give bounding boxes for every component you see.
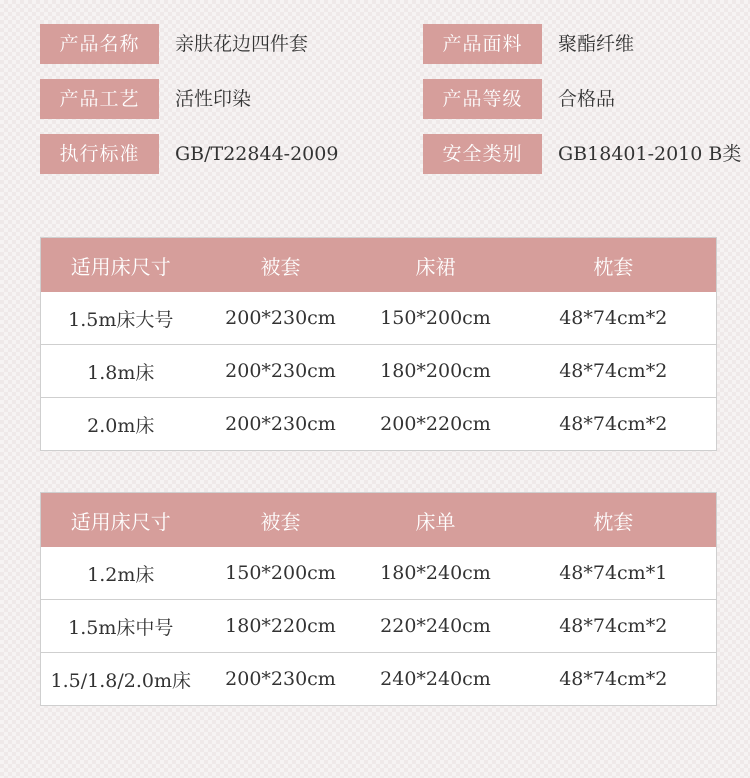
spec-value-grade: 合格品 bbox=[558, 88, 616, 110]
cell-bed-size: 1.5m床中号 bbox=[41, 600, 201, 653]
cell-duvet-cover: 200*230cm bbox=[201, 345, 361, 398]
cell-pillowcase: 48*74cm*2 bbox=[511, 292, 717, 345]
spec-label-fabric: 产品面料 bbox=[423, 24, 542, 64]
cell-duvet-cover: 200*230cm bbox=[225, 668, 336, 690]
header-flat-sheet: 床单 bbox=[361, 493, 511, 548]
table-header-row bbox=[41, 238, 717, 293]
header-bed-skirt: 床裙 bbox=[361, 238, 511, 293]
cell-bed-size: 1.8m床 bbox=[41, 345, 201, 398]
size-table-flat-sheet bbox=[40, 492, 717, 706]
cell-bed-skirt: 180*200cm bbox=[361, 345, 511, 398]
spec-label-safety: 安全类别 bbox=[423, 134, 542, 174]
cell-flat-sheet: 180*240cm bbox=[361, 547, 511, 600]
cell-duvet-cover: 180*220cm bbox=[201, 600, 361, 653]
spec-value-process: 活性印染 bbox=[175, 88, 252, 110]
cell-pillowcase: 48*74cm*2 bbox=[511, 345, 717, 398]
cell-bed-skirt: 150*200cm bbox=[361, 292, 511, 345]
header-bed-size: 适用床尺寸 bbox=[41, 493, 201, 548]
cell-bed-size: 1.5/1.8/2.0m床 bbox=[50, 669, 191, 692]
cell-pillowcase: 48*74cm*1 bbox=[511, 547, 717, 600]
cell-flat-sheet: 220*240cm bbox=[361, 600, 511, 653]
header-pillowcase: 枕套 bbox=[511, 238, 717, 293]
table-row bbox=[41, 547, 717, 600]
cell-bed-size: 2.0m床 bbox=[87, 414, 155, 437]
table-row bbox=[41, 345, 717, 398]
table-row bbox=[41, 600, 717, 653]
cell-pillowcase: 48*74cm*2 bbox=[559, 413, 668, 435]
spec-label-process: 产品工艺 bbox=[40, 79, 159, 119]
table-row bbox=[41, 292, 717, 345]
spec-label-grade: 产品等级 bbox=[423, 79, 542, 119]
spec-label-standard: 执行标准 bbox=[40, 134, 159, 174]
cell-pillowcase: 48*74cm*2 bbox=[511, 600, 717, 653]
cell-duvet-cover: 150*200cm bbox=[201, 547, 361, 600]
cell-duvet-cover: 200*230cm bbox=[201, 292, 361, 345]
table-header-row bbox=[41, 493, 717, 548]
spec-label-product-name: 产品名称 bbox=[40, 24, 159, 64]
cell-pillowcase: 48*74cm*2 bbox=[559, 668, 668, 690]
table-row bbox=[41, 653, 717, 706]
cell-bed-size: 1.5m床大号 bbox=[41, 292, 201, 345]
cell-duvet-cover: 200*230cm bbox=[225, 413, 336, 435]
cell-bed-skirt: 200*220cm bbox=[380, 413, 491, 435]
header-duvet-cover: 被套 bbox=[201, 493, 361, 548]
size-table-bed-skirt bbox=[40, 237, 717, 451]
spec-value-fabric: 聚酯纤维 bbox=[558, 33, 635, 55]
cell-bed-size: 1.2m床 bbox=[41, 547, 201, 600]
header-pillowcase: 枕套 bbox=[511, 493, 717, 548]
header-bed-size: 适用床尺寸 bbox=[41, 238, 201, 293]
spec-value-product-name: 亲肤花边四件套 bbox=[175, 33, 309, 55]
spec-value-safety: GB18401-2010 B类 bbox=[558, 143, 742, 165]
cell-flat-sheet: 240*240cm bbox=[380, 668, 491, 690]
spec-value-standard: GB/T22844-2009 bbox=[175, 143, 339, 165]
header-duvet-cover: 被套 bbox=[201, 238, 361, 293]
table-row bbox=[41, 398, 717, 451]
